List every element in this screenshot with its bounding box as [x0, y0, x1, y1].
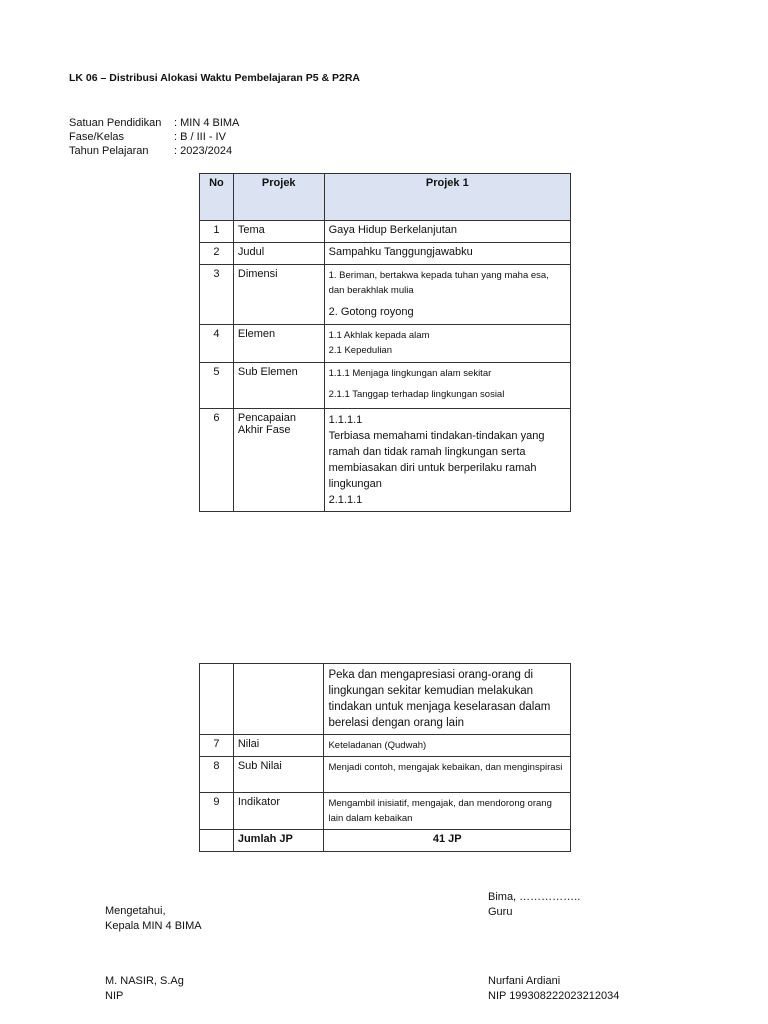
row-number: 8	[200, 757, 234, 793]
meta-row	[69, 130, 239, 144]
meta-value: : 2023/2024	[174, 145, 233, 157]
table-row	[200, 664, 571, 735]
acknowledged-label: Mengetahui,	[105, 905, 166, 917]
meta-value: : B / III - IV	[174, 131, 226, 143]
row-value: Sampahku Tanggungjawabku	[324, 243, 570, 265]
row-label: Tema	[233, 221, 324, 243]
table-row	[200, 325, 571, 363]
total-value: 41 JP	[324, 830, 571, 852]
project-table	[199, 173, 571, 512]
total-label: Jumlah JP	[233, 830, 324, 852]
meta-row	[69, 144, 239, 158]
values-table	[199, 663, 571, 852]
row-value	[324, 409, 570, 512]
row-label: Sub Elemen	[233, 363, 324, 409]
dimension-2: 2. Gotong royong	[328, 306, 414, 318]
row-label: Sub Nilai	[233, 757, 324, 793]
row-label: Dimensi	[233, 265, 324, 325]
row-label: Judul	[233, 243, 324, 265]
table-row	[200, 793, 571, 830]
table-row	[200, 363, 571, 409]
table-row	[200, 409, 571, 512]
row-number: 3	[200, 265, 234, 325]
document-meta	[69, 116, 239, 158]
element-2: 2.1 Kepedulian	[328, 345, 392, 356]
row-number: 7	[200, 735, 234, 757]
row-value: Mengambil inisiatif, mengajak, dan mendorong orang lain dalam kebaikan	[324, 793, 571, 830]
table-row	[200, 243, 571, 265]
achievement-code-1: 1.1.1.1	[328, 414, 363, 426]
continued-text: Peka dan mengapresiasi orang-orang di lingkungan sekitar kemudian melakukan tindakan untuk menjaga keselarasan dalam berelasi dengan orang lain	[324, 664, 571, 735]
header-projek-1: Projek 1	[324, 174, 570, 221]
row-label: Nilai	[233, 735, 324, 757]
meta-value: : MIN 4 BIMA	[174, 117, 240, 129]
teacher-name: Nurfani Ardiani	[488, 975, 561, 987]
row-label: Indikator	[233, 793, 324, 830]
row-number: 1	[200, 221, 234, 243]
row-value	[324, 265, 570, 325]
meta-label: Satuan Pendidikan	[69, 117, 162, 129]
table-row	[200, 735, 571, 757]
dimension-1: 1. Beriman, bertakwa kepada tuhan yang maha esa, dan berakhlak mulia	[328, 270, 549, 296]
place-date: Bima, ……………..	[488, 891, 581, 903]
sub-element-1: 1.1.1 Menjaga lingkungan alam sekitar	[328, 368, 492, 379]
principal-nip: NIP	[105, 990, 124, 1002]
row-number-empty	[200, 830, 234, 852]
row-number: 6	[200, 409, 234, 512]
teacher-role: Guru	[488, 906, 513, 918]
row-label: Elemen	[233, 325, 324, 363]
meta-row	[69, 116, 239, 130]
table-row	[200, 757, 571, 793]
sub-element-2: 2.1.1 Tanggap terhadap lingkungan sosial	[328, 389, 505, 400]
meta-label: Fase/Kelas	[69, 131, 125, 143]
table-row	[200, 265, 571, 325]
row-number: 4	[200, 325, 234, 363]
row-label-empty	[233, 664, 324, 735]
principal-name: M. NASIR, S.Ag	[105, 975, 184, 987]
header-no: No	[200, 174, 234, 221]
achievement-text: Terbiasa memahami tindakan-tindakan yang ramah dan tidak ramah lingkungan serta membiasakan diri untuk berperilaku ramah lingkungan	[328, 430, 545, 490]
row-number: 9	[200, 793, 234, 830]
table-header-row	[200, 174, 571, 221]
document-title: LK 06 – Distribusi Alokasi Waktu Pembelajaran P5 & P2RA	[69, 72, 360, 84]
achievement-code-2: 2.1.1.1	[328, 494, 363, 506]
total-row	[200, 830, 571, 852]
meta-label: Tahun Pelajaran	[69, 145, 149, 157]
element-1: 1.1 Akhlak kepada alam	[328, 330, 430, 341]
table-row	[200, 221, 571, 243]
row-value	[324, 325, 570, 363]
principal-title: Kepala MIN 4 BIMA	[105, 920, 202, 932]
row-number: 5	[200, 363, 234, 409]
teacher-nip: NIP 199308222023212034	[488, 990, 620, 1002]
row-value	[324, 363, 570, 409]
row-number: 2	[200, 243, 234, 265]
row-value: Menjadi contoh, mengajak kebaikan, dan menginspirasi	[324, 757, 571, 793]
header-projek: Projek	[233, 174, 324, 221]
row-value: Gaya Hidup Berkelanjutan	[324, 221, 570, 243]
row-label: Pencapaian Akhir Fase	[233, 409, 324, 512]
row-number-empty	[200, 664, 234, 735]
row-value: Keteladanan (Qudwah)	[324, 735, 571, 757]
